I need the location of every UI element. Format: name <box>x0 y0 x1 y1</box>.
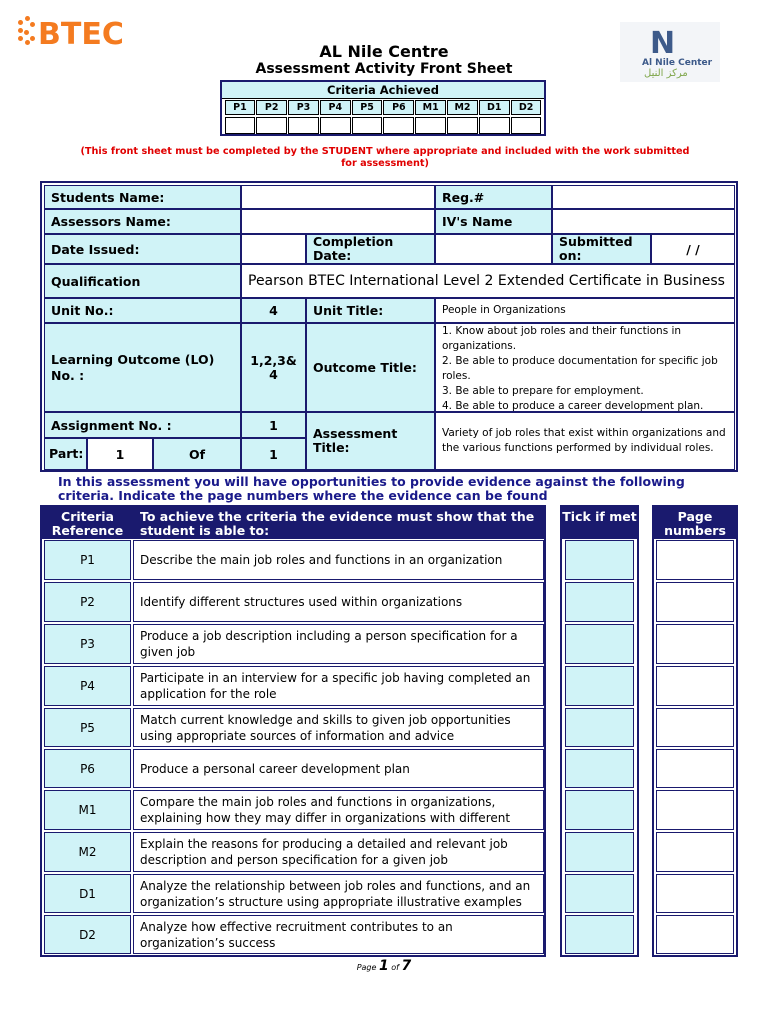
criteria-label: P2 <box>256 100 287 115</box>
page-number-cell[interactable] <box>656 832 734 872</box>
btec-brand: BTEC <box>38 16 124 52</box>
tick-cell[interactable] <box>565 915 634 954</box>
page-number-cell[interactable] <box>656 874 734 913</box>
criteria-ref: P4 <box>44 666 131 706</box>
nile-logo-ar: مركز النيل <box>644 68 688 79</box>
page-number-cell[interactable] <box>656 540 734 580</box>
criteria-ref: D1 <box>44 874 131 913</box>
date-issued-field[interactable] <box>241 234 306 264</box>
lo-value: 1,2,3& 4 <box>241 323 306 412</box>
unit-title-value: People in Organizations <box>435 298 735 323</box>
submitted-on-label: Submitted on: <box>552 234 651 264</box>
students-name-field[interactable] <box>241 185 435 209</box>
nile-logo-en: Al Nile Center <box>642 58 713 68</box>
criteria-ref: P3 <box>44 624 131 664</box>
criteria-description: Analyze how effective recruitment contributes to an organization’s success <box>140 919 453 950</box>
page-number-cell[interactable] <box>656 708 734 747</box>
iv-name-field[interactable] <box>552 209 735 234</box>
qualification-value: Pearson BTEC International Level 2 Extended Certificate in Business <box>241 264 735 298</box>
outcome-item: 3. Be able to prepare for employment. <box>442 385 644 397</box>
date-issued-label: Date Issued: <box>44 234 241 264</box>
unit-no-label: Unit No.: <box>44 298 241 323</box>
criteria-ref: P1 <box>44 540 131 580</box>
criteria-value-cell[interactable] <box>447 117 478 134</box>
unit-no-value: 4 <box>241 298 306 323</box>
qualification-label: Qualification <box>44 264 241 298</box>
criteria-label: M2 <box>447 100 478 115</box>
criteria-achieved-title: Criteria Achieved <box>222 82 544 99</box>
criteria-value-cell[interactable] <box>352 117 383 134</box>
assessment-title-value: Variety of job roles that exist within organizations and the various functions performed by individual roles. <box>435 412 735 470</box>
criteria-label: P5 <box>352 100 383 115</box>
criteria-label: P6 <box>383 100 414 115</box>
outcome-item: 4. Be able to produce a career development plan. <box>442 400 704 412</box>
assignment-no-label: Assignment No. : <box>44 412 241 438</box>
centre-title: AL Nile Centre <box>319 42 449 61</box>
criteria-label: P1 <box>225 100 256 115</box>
assignment-no-value: 1 <box>241 412 306 438</box>
criteria-value-cell[interactable] <box>225 117 256 134</box>
info-table <box>40 181 738 472</box>
of-value: 1 <box>241 438 306 470</box>
criteria-label: D1 <box>479 100 510 115</box>
criteria-label: P3 <box>288 100 319 115</box>
criteria-ref: D2 <box>44 915 131 954</box>
sheet-title: Assessment Activity Front Sheet <box>255 61 513 77</box>
criteria-description: Participate in an interview for a specific job having completed an application for the role <box>140 671 531 701</box>
part-value: 1 <box>87 438 153 470</box>
intro-text: In this assessment you will have opportunities to provide evidence against the following criteria. Indicate the page numbers where the evidence can be found <box>58 474 685 503</box>
assessors-name-field[interactable] <box>241 209 435 234</box>
tick-cell[interactable] <box>565 624 634 664</box>
criteria-ref: M1 <box>44 790 131 830</box>
reg-label: Reg.# <box>435 185 552 209</box>
criteria-value-cell[interactable] <box>383 117 414 134</box>
criteria-label: P4 <box>320 100 351 115</box>
nile-n-icon: N <box>650 26 676 61</box>
footer-total-pages: 7 <box>401 958 412 974</box>
criteria-value-cell[interactable] <box>511 117 542 134</box>
tick-cell[interactable] <box>565 874 634 913</box>
students-name-label: Students Name: <box>44 185 241 209</box>
header-criteria-reference: Criteria Reference <box>42 507 133 539</box>
outcome-list <box>435 323 735 412</box>
criteria-value-cell[interactable] <box>479 117 510 134</box>
header-description: To achieve the criteria the evidence must show that the student is able to: <box>133 507 544 539</box>
criteria-description: Identify different structures used within organizations <box>140 595 463 609</box>
page-number-cell[interactable] <box>656 749 734 788</box>
criteria-label: D2 <box>511 100 542 115</box>
criteria-value-cell[interactable] <box>288 117 319 134</box>
page-number-cell[interactable] <box>656 582 734 622</box>
al-nile-logo <box>620 22 720 82</box>
tick-cell[interactable] <box>565 666 634 706</box>
assessment-title-label: Assessment Title: <box>306 412 435 470</box>
criteria-ref: P2 <box>44 582 131 622</box>
page-footer <box>0 958 768 974</box>
footer-of-word: of <box>391 963 399 972</box>
iv-name-label: IV's Name <box>435 209 552 234</box>
criteria-description: Analyze the relationship between job roles and functions, and an organization’s structure using appropriate illustrative examples <box>140 878 531 909</box>
criteria-label: M1 <box>415 100 446 115</box>
outcome-title-label: Outcome Title: <box>306 323 435 412</box>
assessors-name-label: Assessors Name: <box>44 209 241 234</box>
criteria-ref: P6 <box>44 749 131 788</box>
completion-date-label: Completion Date: <box>306 234 435 264</box>
footer-page-number: 1 <box>378 958 389 974</box>
tick-cell[interactable] <box>565 749 634 788</box>
criteria-ref: M2 <box>44 832 131 872</box>
completion-date-field[interactable] <box>435 234 552 264</box>
lo-label: Learning Outcome (LO) No. : <box>44 323 241 412</box>
page-number-cell[interactable] <box>656 624 734 664</box>
tick-cell[interactable] <box>565 540 634 580</box>
header-tick-if-met: Tick if met <box>562 507 637 539</box>
criteria-description: Describe the main job roles and functions in an organization <box>140 553 503 567</box>
criteria-labels-row <box>222 99 544 116</box>
criteria-ref: P5 <box>44 708 131 747</box>
criteria-description: Produce a job description including a person specification for a given job <box>140 629 518 659</box>
criteria-description: Match current knowledge and skills to given job opportunities using appropriate sources of information and advice <box>140 712 511 743</box>
criteria-achieved-box <box>220 80 546 136</box>
header-page-numbers: Page numbers <box>654 507 736 539</box>
tick-cell[interactable] <box>565 708 634 747</box>
tick-cell[interactable] <box>565 582 634 622</box>
tick-cell[interactable] <box>565 790 634 830</box>
tick-cell[interactable] <box>565 832 634 872</box>
page-number-cell[interactable] <box>656 666 734 706</box>
criteria-description: Compare the main job roles and functions in organizations, explaining how they may differ in organizations with different <box>140 795 511 825</box>
footer-page-word: Page <box>356 963 377 972</box>
criteria-values-row <box>222 116 544 135</box>
submitted-on-field[interactable]: / / <box>651 234 735 264</box>
student-note: (This front sheet must be completed by the STUDENT where appropriate and included with the work submitted for assessment) <box>80 146 690 169</box>
criteria-value-cell[interactable] <box>320 117 351 134</box>
criteria-description: Produce a personal career development plan <box>140 761 410 776</box>
criteria-description: Explain the reasons for producing a detailed and relevant job description and person specification for a given job <box>140 837 508 867</box>
of-label: Of <box>153 438 241 470</box>
criteria-value-cell[interactable] <box>256 117 287 134</box>
page-number-cell[interactable] <box>656 915 734 954</box>
reg-field[interactable] <box>552 185 735 209</box>
page-number-cell[interactable] <box>656 790 734 830</box>
outcome-item: 2. Be able to produce documentation for specific job roles. <box>442 355 718 382</box>
outcome-item: 1. Know about job roles and their functions in organizations. <box>442 325 682 352</box>
criteria-value-cell[interactable] <box>415 117 446 134</box>
part-label: Part: <box>44 438 87 470</box>
unit-title-label: Unit Title: <box>306 298 435 323</box>
